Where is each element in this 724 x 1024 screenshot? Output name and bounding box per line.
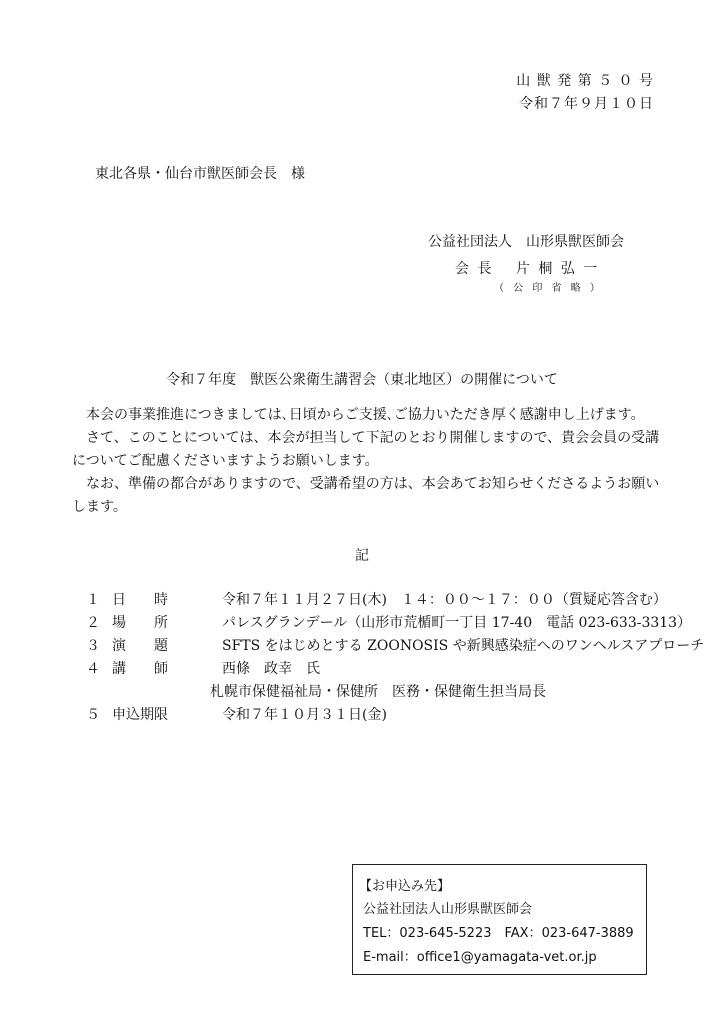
item-value: 令和７年１１月２７日(木) １４：００～１７：００（質疑応答含む） bbox=[222, 592, 667, 608]
item-label: 申込期限 bbox=[112, 707, 168, 723]
contact-email[interactable]: E-mail：office1@yamagata-vet.or.jp bbox=[363, 950, 597, 965]
item-value: パレスグランデール（山形市荒楯町一丁目 17-40 電話 023-633-3313） bbox=[222, 615, 692, 631]
item-value: 西條 政幸 氏 bbox=[222, 661, 320, 677]
item-number: ４ bbox=[86, 661, 100, 677]
item-number: ３ bbox=[86, 638, 100, 654]
lecturer-affiliation: 札幌市保健福祉局・保健所 医務・保健衛生担当局長 bbox=[210, 684, 546, 700]
item-number: ５ bbox=[86, 707, 100, 723]
item-datetime bbox=[86, 590, 667, 610]
item-lecturer bbox=[86, 659, 320, 679]
item-number: ２ bbox=[86, 615, 100, 631]
item-label: 講 師 bbox=[112, 661, 168, 677]
item-deadline bbox=[86, 705, 387, 725]
item-label: 日 時 bbox=[112, 592, 168, 608]
contact-organization: 公益社団法人山形県獣医師会 bbox=[363, 902, 533, 917]
document-date: 令和７年９月１０日 bbox=[519, 96, 654, 112]
body-text bbox=[72, 404, 662, 519]
sender-president: 会 長 片 桐 弘 一 bbox=[455, 261, 600, 277]
item-label: 演 題 bbox=[112, 638, 168, 654]
item-venue bbox=[86, 613, 691, 633]
body-paragraph-3: なお、準備の都合がありますので、受講希望の方は、本会あてお知らせくださるようお願いします。 bbox=[72, 476, 660, 515]
document-number: 山 獣 発 第 ５ ０ 号 bbox=[516, 73, 654, 89]
body-paragraph-1: 本会の事業推進につきましては､日頃からご支援､ご協力いただき厚く感謝申し上げます。 bbox=[86, 407, 645, 423]
contact-heading: 【お申込み先】 bbox=[359, 879, 451, 894]
subject-title: 令和７年度 獣医公衆衛生講習会（東北地区）の開催について bbox=[166, 372, 558, 388]
item-label: 場 所 bbox=[112, 615, 168, 631]
contact-box bbox=[352, 864, 647, 975]
item-value: SFTS をはじめとする ZOONOSIS や新興感染症へのワンヘルスアプローチ bbox=[222, 638, 705, 654]
contact-tel-fax: TEL：023-645-5223 FAX：023-647-3889 bbox=[363, 926, 634, 941]
item-value: 令和７年１０月３１日(金) bbox=[222, 707, 387, 723]
seal-note: （ 公 印 省 略 ） bbox=[494, 283, 603, 294]
recipient: 東北各県・仙台市獣医師会長 様 bbox=[95, 166, 305, 182]
item-number: １ bbox=[86, 592, 100, 608]
ki-heading: 記 bbox=[355, 548, 369, 564]
body-paragraph-2: さて、このことについては、本会が担当して下記のとおり開催しますので、貴会会員の受講についてご配慮くださいますようお願いします。 bbox=[72, 430, 660, 469]
item-topic bbox=[86, 636, 704, 656]
sender-organization: 公益社団法人 山形県獣医師会 bbox=[428, 234, 624, 250]
